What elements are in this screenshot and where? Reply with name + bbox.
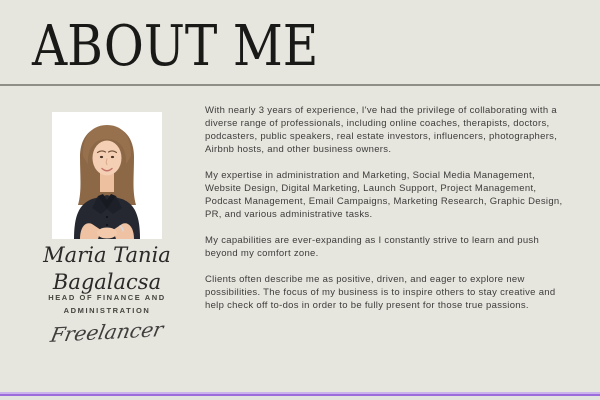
woman-portrait-illustration: [52, 112, 162, 239]
profile-name: Maria Tania Bagalacsa: [43, 243, 171, 294]
about-paragraph: My expertise in administration and Marketing, Social Media Management, Website Design, Digital Marketing, Launch Support, Project Management, Podcast Management, Email Campaigns, Marketing Research, Graphic Design, PR, and various administrative tasks.: [205, 170, 563, 220]
profile-role: HEAD OF FINANCE AND ADMINISTRATION: [48, 293, 166, 315]
page-title: ABOUT ME: [32, 14, 319, 79]
about-paragraph: With nearly 3 years of experience, I've had the privilege of collaborating with a diverse range of professionals, including online coaches, therapists, doctors, podcasters, public speakers, real estate investors, influencers, photographers, Airbnb hosts, and other business owners.: [205, 105, 558, 155]
profile-photo: [52, 112, 162, 239]
about-text-section: [205, 104, 573, 325]
below-accent-strip: [0, 396, 600, 400]
profile-signature: Freelancer: [48, 317, 166, 347]
about-paragraph: My capabilities are ever-expanding as I constantly strive to learn and push beyond my comfort zone.: [205, 235, 540, 259]
about-paragraph: Clients often describe me as positive, driven, and eager to explore new possibilities. The focus of my business is to inspire others to stay creative and help check off to-dos in order to be fully present for those true passions.: [205, 274, 556, 311]
header-divider: [0, 84, 600, 86]
